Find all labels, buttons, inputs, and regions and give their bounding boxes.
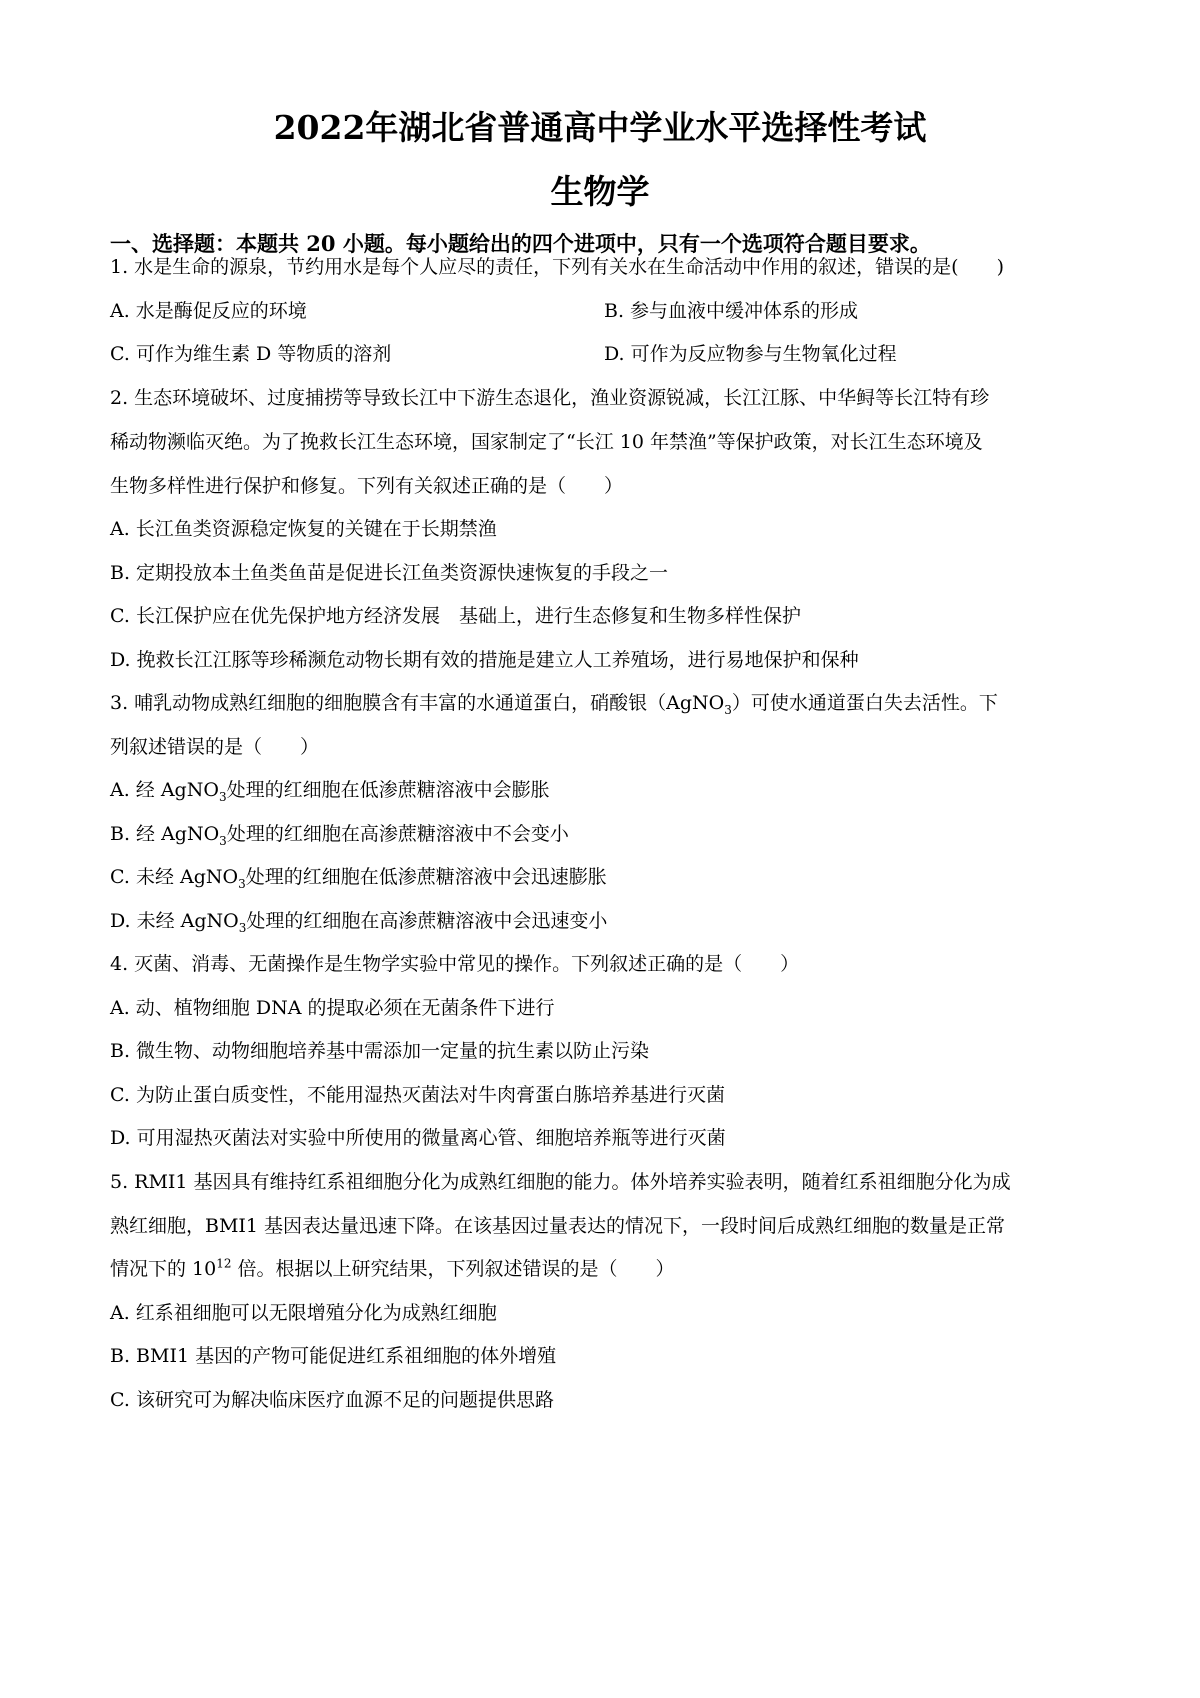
q2-stem-line2: 稀动物濒临灭绝。为了挽救长江生态环境，国家制定了“长江 10 年禁渔”等保护政策，对长江生态环境及 (110, 431, 983, 453)
q3-stem-line1 (110, 690, 1100, 716)
q3-option-d-subscript: 3 (238, 920, 247, 935)
q2-option-c: C. 长江保护应在优先保护地方经济发展 基础上，进行生态修复和生物多样性保护 (110, 605, 801, 627)
q3-option-a (110, 777, 1100, 803)
q2-option-d: D. 挽救长江江豚等珍稀濒危动物长期有效的措施是建立人工养殖场，进行易地保护和保种 (110, 649, 859, 671)
q3-option-c-subscript: 3 (238, 876, 246, 891)
q3-option-b-subscript: 3 (219, 833, 227, 848)
q3-option-c-prefix: C. 未经 AgNO (110, 866, 239, 888)
q2-option-a: A. 长江鱼类资源稳定恢复的关键在于长期禁渔 (110, 518, 497, 540)
q5-option-c: C. 该研究可为解决临床医疗血源不足的问题提供思路 (110, 1389, 554, 1411)
q3-option-a-prefix: A. 经 AgNO (110, 779, 219, 801)
q2-stem-line3: 生物多样性进行保护和修复。下列有关叙述正确的是（ ） (110, 475, 624, 497)
q4-option-d: D. 可用湿热灭菌法对实验中所使用的微量离心管、细胞培养瓶等进行灭菌 (110, 1127, 726, 1149)
q5-option-b: B. BMI1 基因的产物可能促进红系祖细胞的体外增殖 (110, 1345, 557, 1367)
q3-option-d-prefix: D. 未经 AgNO (110, 910, 239, 932)
q3-option-c (110, 864, 1100, 890)
exam-title: 2022年湖北省普通高中学业水平选择性考试 (273, 108, 927, 147)
q1-option-c: C. 可作为维生素 D 等物质的溶剂 (110, 343, 392, 365)
q3-option-a-text: 处理的红细胞在低渗蔗糖溶液中会膨胀 (226, 779, 550, 801)
q4-option-c: C. 为防止蛋白质变性，不能用湿热灭菌法对牛肉膏蛋白胨培养基进行灭菌 (110, 1084, 725, 1106)
q1-option-b: B. 参与血液中缓冲体系的形成 (604, 300, 859, 322)
q3-option-d (110, 908, 1100, 934)
q3-stem-text-a: 3. 哺乳动物成熟红细胞的细胞膜含有丰富的水通道蛋白，硝酸银（AgNO (110, 692, 725, 714)
q1-stem: 1. 水是生命的源泉，节约用水是每个人应尽的责任，下列有关水在生命活动中作用的叙述，错误的是( ) (110, 256, 1004, 278)
section-heading: 一、选择题：本题共 20 小题。每小题给出的四个进项中，只有一个选项符合题目要求。 (110, 231, 931, 256)
q3-option-d-text: 处理的红细胞在高渗蔗糖溶液中会迅速变小 (246, 910, 608, 932)
q2-stem-line1: 2. 生态环境破坏、过度捕捞等导致长江中下游生态退化，渔业资源锐减，长江江豚、中华鲟等长江特有珍 (110, 387, 990, 409)
q5-stem-text-a: 情况下的 10 (110, 1258, 217, 1280)
q5-stem-line3 (110, 1256, 1100, 1282)
q3-stem-text-b: ）可使水通道蛋白失去活性。下 (731, 692, 998, 714)
q5-stem-superscript: 12 (216, 1256, 232, 1271)
q3-stem-subscript: 3 (724, 702, 732, 717)
q4-option-b: B. 微生物、动物细胞培养基中需添加一定量的抗生素以防止污染 (110, 1040, 650, 1062)
q3-option-b-text: 处理的红细胞在高渗蔗糖溶液中不会变小 (226, 823, 569, 845)
q3-option-c-text: 处理的红细胞在低渗蔗糖溶液中会迅速膨胀 (245, 866, 607, 888)
q5-option-a: A. 红系祖细胞可以无限增殖分化为成熟红细胞 (110, 1302, 497, 1324)
q3-option-b (110, 821, 1100, 847)
q4-option-a: A. 动、植物细胞 DNA 的提取必须在无菌条件下进行 (110, 997, 555, 1019)
q4-stem: 4. 灭菌、消毒、无菌操作是生物学实验中常见的操作。下列叙述正确的是（ ） (110, 953, 800, 975)
q2-option-b: B. 定期投放本土鱼类鱼苗是促进长江鱼类资源快速恢复的手段之一 (110, 562, 669, 584)
q5-stem-text-b: 倍。根据以上研究结果，下列叙述错误的是（ ） (231, 1258, 675, 1280)
q3-option-a-subscript: 3 (218, 789, 227, 804)
q1-option-a: A. 水是酶促反应的环境 (110, 300, 307, 322)
q5-stem-line1: 5. RMI1 基因具有维持红系祖细胞分化为成熟红细胞的能力。体外培养实验表明，随着红系祖细胞分化为成 (110, 1171, 1011, 1193)
q1-option-d: D. 可作为反应物参与生物氧化过程 (604, 343, 897, 365)
exam-subject: 生物学 (550, 172, 650, 211)
q3-stem-line2: 列叙述错误的是（ ） (110, 736, 320, 758)
q3-option-b-prefix: B. 经 AgNO (110, 823, 220, 845)
q5-stem-line2: 熟红细胞，BMI1 基因表达量迅速下降。在该基因过量表达的情况下，一段时间后成熟红细胞的数量是正常 (110, 1215, 1006, 1237)
